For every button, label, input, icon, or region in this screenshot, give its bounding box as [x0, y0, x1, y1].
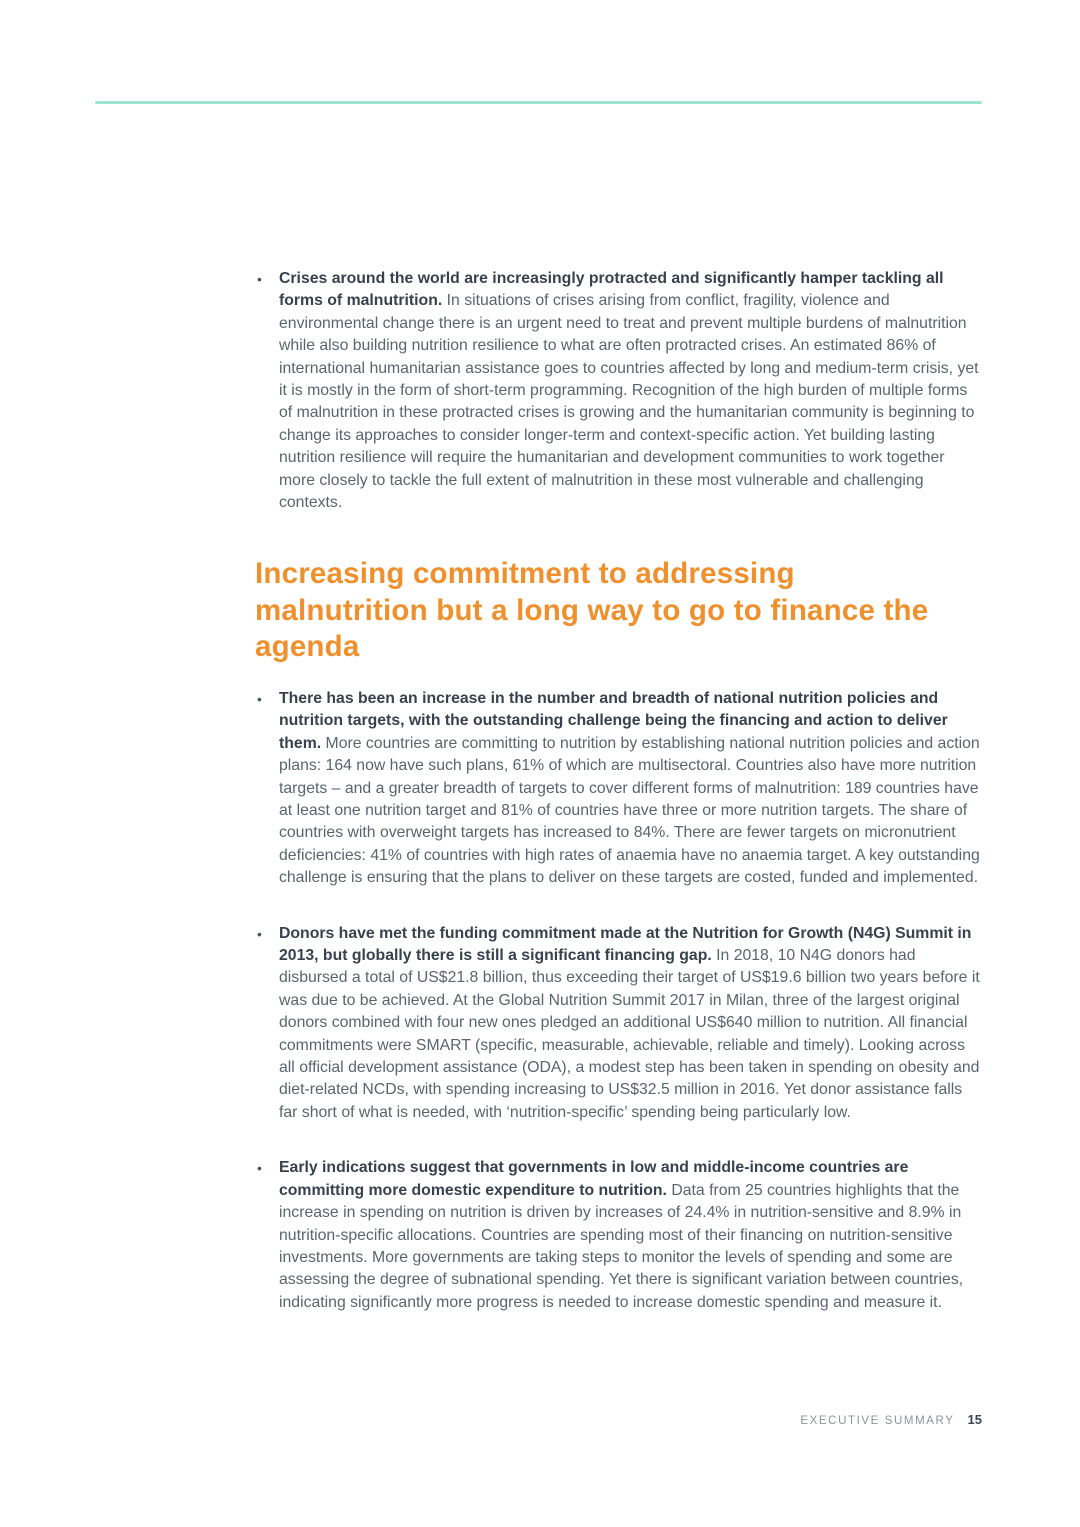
bullet-icon: • [257, 1160, 262, 1177]
footer-section-label: EXECUTIVE SUMMARY [800, 1415, 955, 1427]
bullet-icon: • [257, 271, 262, 287]
paragraph-body: In situations of crises arising from conflict, fragility, violence and environmental change there is an urgent need to treat and prevent multiple burdens of malnutrition while also building nutrition resilience to what are often protracted crises. An estimated 86% of international humanitarian assistance goes to countries affected by long and medium-term crisis, yet it is mostly in the form of short-term programming. Recognition of the high burden of multiple forms of malnutrition in these protracted crises is growing and the humanitarian community is beginning to change its approaches to consider longer-term and context-specific action. Yet building lasting nutrition resilience will require the humanitarian and development communities to work together more closely to tackle the full extent of malnutrition in these most vulnerable and challenging contexts. [279, 292, 979, 512]
paragraph-domestic-expenditure [279, 1157, 983, 1314]
paragraph-crises [279, 268, 983, 514]
bullet-icon: • [257, 925, 262, 942]
bullet-icon: • [257, 690, 262, 707]
paragraph-lead: Crises around the world are increasingly protracted and significantly hamper tackling all forms of malnutrition. [279, 270, 944, 310]
paragraph-lead: There has been an increase in the number and breadth of national nutrition policies and nutrition targets, with the outstanding challenge being the financing and action to deliver them. [279, 689, 948, 752]
page-footer [800, 1412, 982, 1427]
paragraph-donors [279, 923, 983, 1125]
list-item [255, 688, 983, 890]
section-heading: Increasing commitment to addressing malnutrition but a long way to go to finance the agenda [255, 557, 929, 664]
list-item [255, 268, 983, 514]
top-divider-rule [95, 101, 982, 104]
paragraph-body: Data from 25 countries highlights that the increase in spending on nutrition is driven by increases of 24.4% in nutrition-sensitive and 8.9% in nutrition-specific allocations. Countries are spending most of their financing on nutrition-sensitive investments. More governments are taking steps to monitor the levels of spending and some are assessing the degree of subnational spending. Yet there is significant variation between countries, indicating significantly more progress is needed to increase domestic spending and measure it. [279, 1181, 964, 1311]
list-item [255, 1157, 983, 1314]
paragraph-policies [279, 688, 983, 890]
paragraph-body: In 2018, 10 N4G donors had disbursed a total of US$21.8 billion, thus exceeding their target of US$19.6 billion two years before it was due to be achieved. At the Global Nutrition Summit 2017 in Milan, three of the largest original donors combined with four new ones pledged an additional US$640 million to nutrition. All financial commitments were SMART (specific, measurable, achievable, reliable and timely). Looking across all official development assistance (ODA), a modest step has been taken in spending on obesity and diet-related NCDs, with spending increasing to US$32.5 million in 2016. Yet donor assistance falls far short of what is needed, with ‘nutrition-specific’ spending being particularly low. [279, 947, 980, 1121]
paragraph-lead: Early indications suggest that governments in low and middle-income countries are committing more domestic expenditure to nutrition. [279, 1159, 909, 1199]
page-content [255, 268, 983, 1314]
page-number: 15 [967, 1412, 982, 1427]
paragraph-body: More countries are committing to nutrition by establishing national nutrition policies and action plans: 164 now have such plans, 61% of which are multisectoral. Countries also have more nutrition targets – and a greater breadth of targets to cover different forms of malnutrition: 189 countries have at least one nutrition target and 81% of countries have three or more nutrition targets. The share of countries with overweight targets has increased to 84%. There are fewer targets on micronutrient deficiencies: 41% of countries with high rates of anaemia have no anaemia target. A key outstanding challenge is ensuring that the plans to deliver on these targets are costed, funded and implemented. [279, 734, 980, 887]
paragraph-lead: Donors have met the funding commitment made at the Nutrition for Growth (N4G) Summit in 2013, but globally there is still a significant financing gap. [279, 924, 972, 965]
list-item [255, 923, 983, 1125]
